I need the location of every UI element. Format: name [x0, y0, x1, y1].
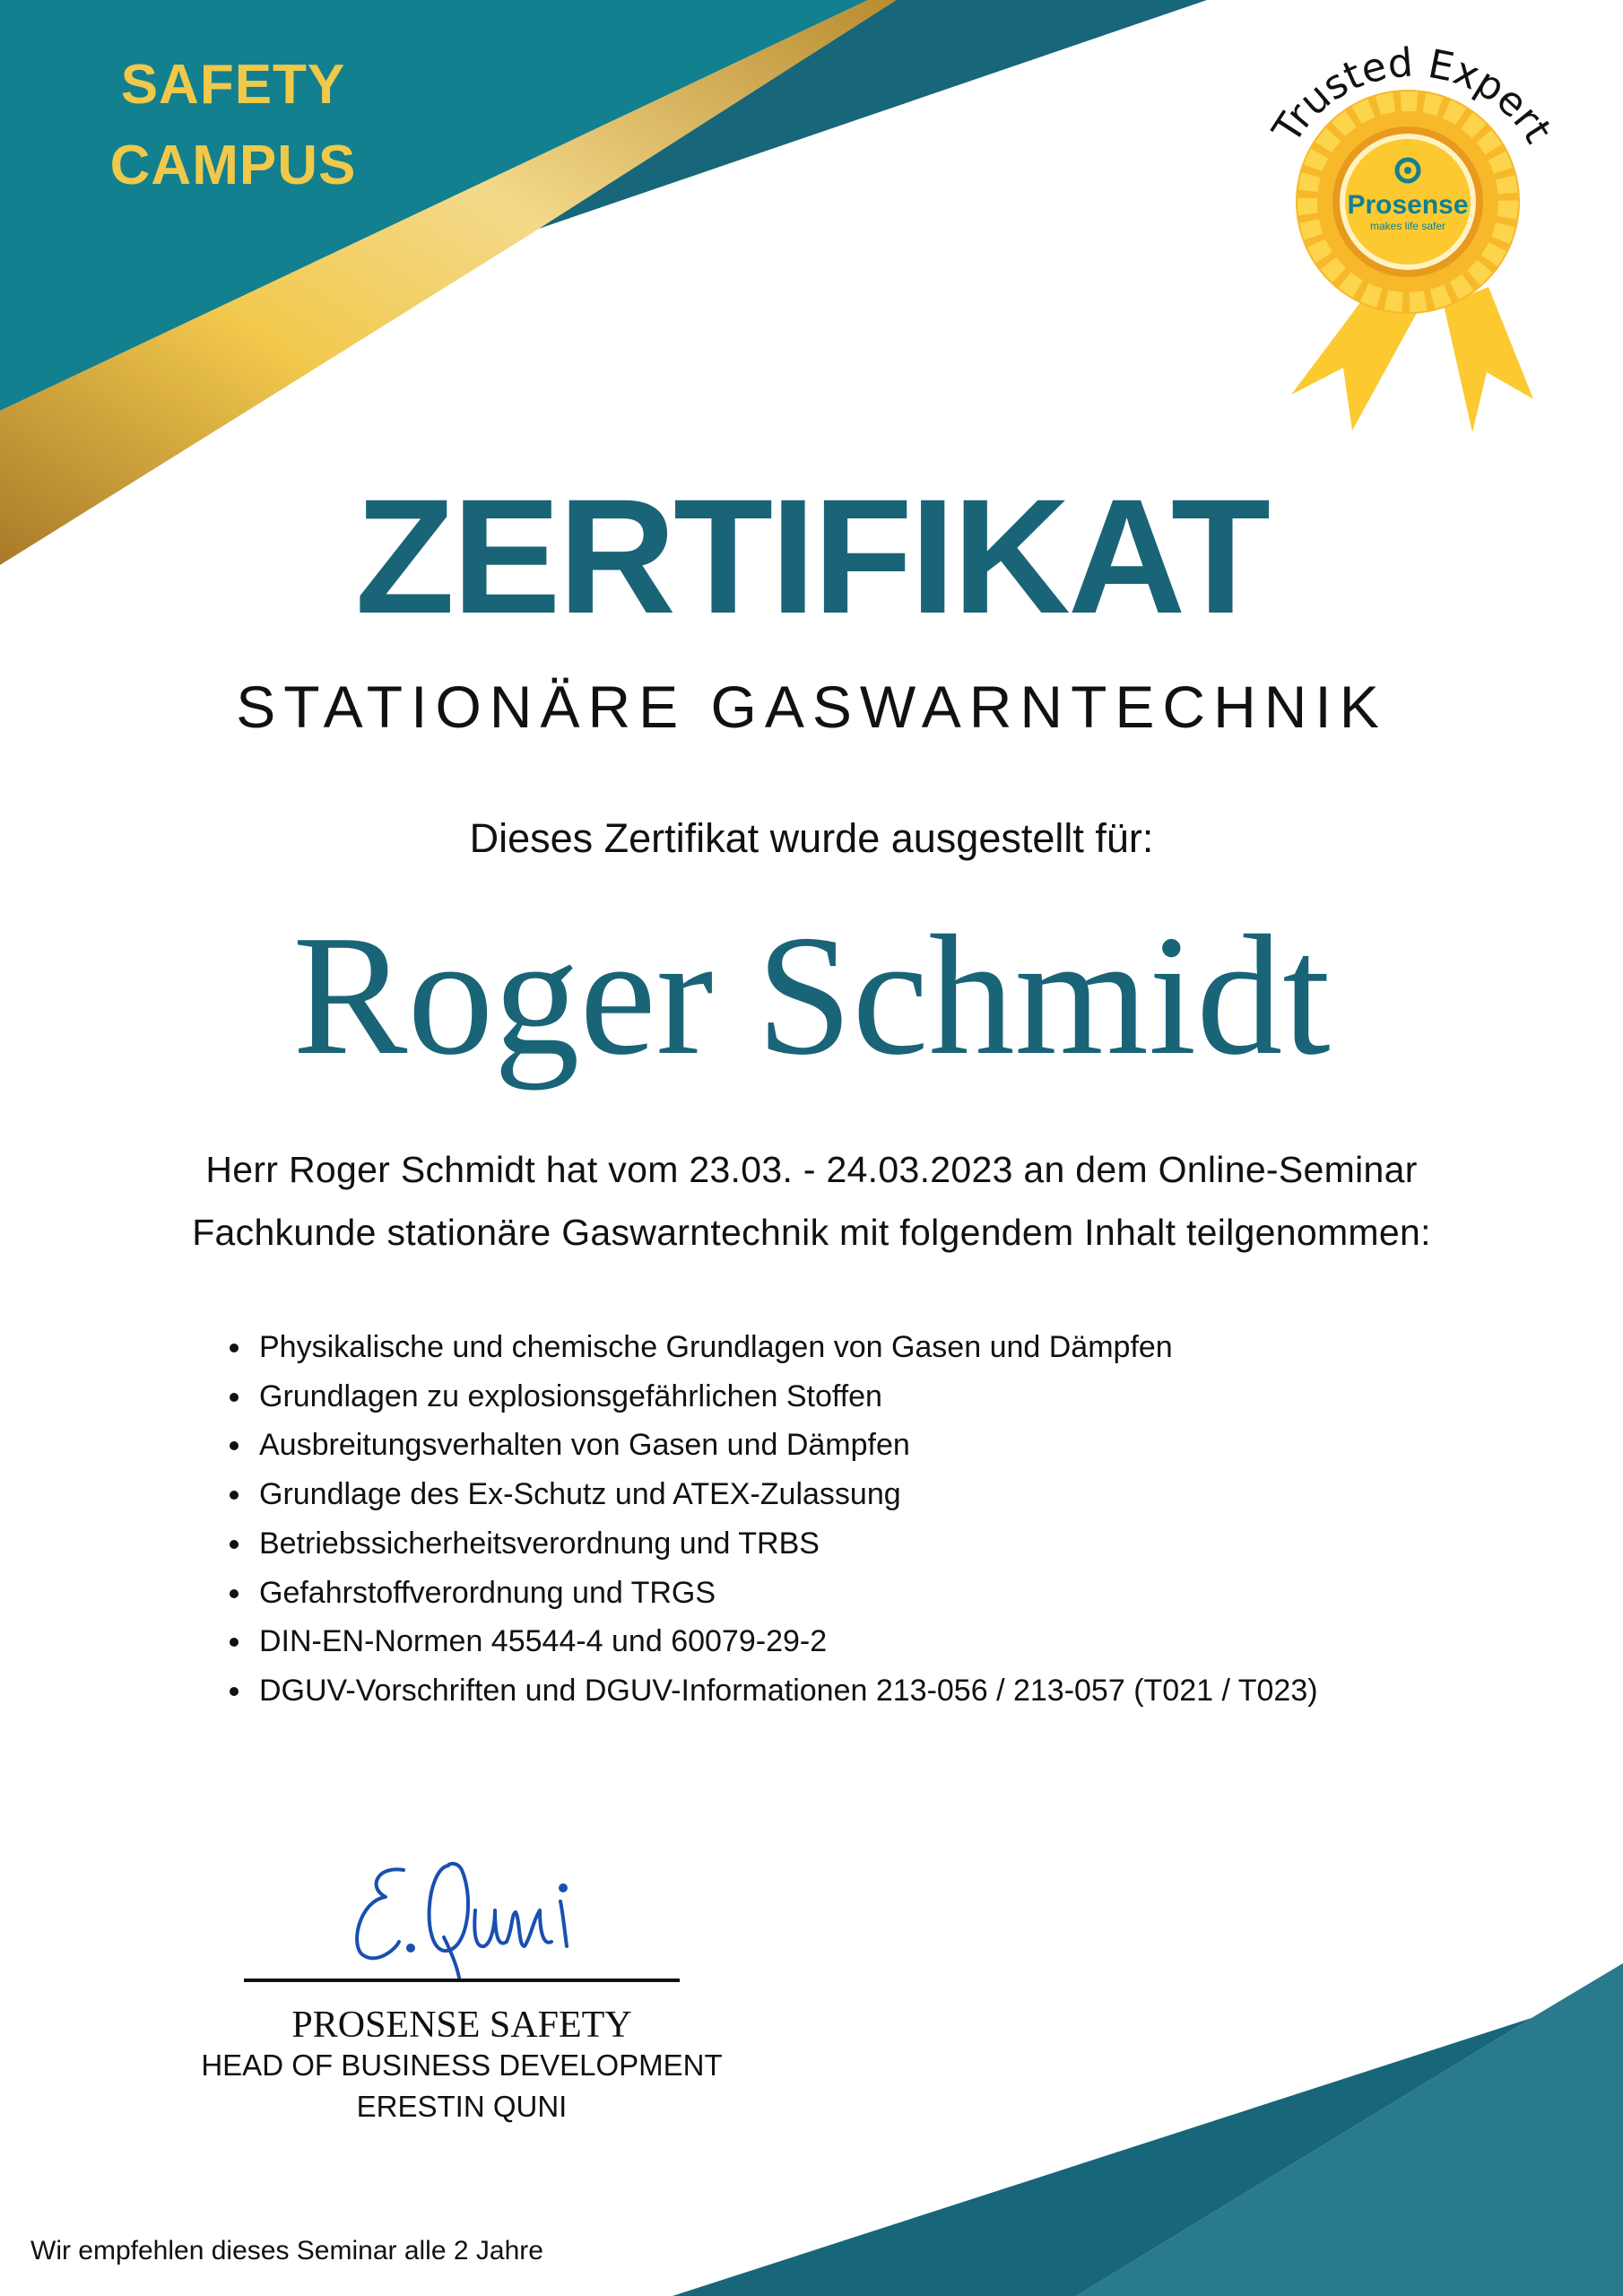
signer-name: ERESTIN QUNI [356, 2090, 568, 2123]
topic-text: Gefahrstoffverordnung und TRGS [259, 1575, 716, 1610]
badge-logo-name: Prosense [1347, 190, 1469, 220]
topic-item [230, 1569, 1318, 1618]
signature-line [244, 1979, 680, 1982]
footer-note: Wir empfehlen dieses Seminar alle 2 Jahre [30, 2236, 543, 2266]
signer-organization: PROSENSE SAFETY [291, 2005, 632, 2046]
badge-logo-tagline: makes life safer [1369, 220, 1446, 232]
topic-text: Ausbreitungsverhalten von Gasen und Dämpfen [259, 1428, 910, 1463]
certificate-title: ZERTIFIKAT [354, 465, 1268, 648]
recipient-name: Roger Schmidt [292, 900, 1331, 1091]
certificate-subtitle: STATIONÄRE GASWARNTECHNIK [236, 674, 1387, 740]
brand-line1: SAFETY [120, 54, 346, 116]
topic-item [230, 1666, 1318, 1716]
topic-item [230, 1421, 1318, 1470]
topic-text: Betriebssicherheitsverordnung und TRBS [259, 1526, 820, 1561]
signer-role: HEAD OF BUSINESS DEVELOPMENT [201, 2048, 723, 2082]
bullet-icon [230, 1491, 239, 1500]
light-teal-corner-bottom [1076, 1963, 1623, 2296]
ribbon-right [1444, 287, 1533, 432]
bullet-icon [230, 1589, 239, 1598]
description-line2: Fachkunde stationäre Gaswarntechnik mit folgendem Inhalt teilgenommen: [192, 1212, 1431, 1253]
topics-list [230, 1323, 1318, 1716]
topic-item [230, 1519, 1318, 1569]
topic-text: Grundlagen zu explosionsgefährlichen Stoffen [259, 1378, 882, 1413]
topic-item [230, 1617, 1318, 1666]
bullet-icon [230, 1540, 239, 1549]
topic-item [230, 1470, 1318, 1519]
topic-item [230, 1323, 1318, 1372]
topic-item [230, 1372, 1318, 1422]
topic-text: Grundlage des Ex-Schutz und ATEX-Zulassung [259, 1477, 901, 1512]
bullet-icon [230, 1441, 239, 1450]
topic-text: Physikalische und chemische Grundlagen von Gasen und Dämpfen [259, 1330, 1173, 1364]
topic-text: DGUV-Vorschriften und DGUV-Informationen 213-056 / 213-057 (T021 / T023) [259, 1673, 1318, 1708]
safety-campus-logo [54, 45, 412, 206]
bullet-icon [230, 1638, 239, 1647]
description-line1: Herr Roger Schmidt hat vom 23.03. - 24.03.2023 an dem Online-Seminar [205, 1149, 1418, 1190]
topic-text: DIN-EN-Normen 45544-4 und 60079-29-2 [259, 1624, 828, 1659]
badge-arc-textpath: Trusted Expert [1263, 39, 1561, 152]
trusted-expert-rosette-badge [1237, 18, 1578, 448]
brand-line2: CAMPUS [109, 135, 357, 196]
bullet-icon [230, 1344, 239, 1352]
handwritten-signature [341, 1848, 610, 1982]
bullet-icon [230, 1393, 239, 1402]
issued-for-label: Dieses Zertifikat wurde ausgestellt für: [469, 815, 1154, 861]
bullet-icon [230, 1687, 239, 1696]
